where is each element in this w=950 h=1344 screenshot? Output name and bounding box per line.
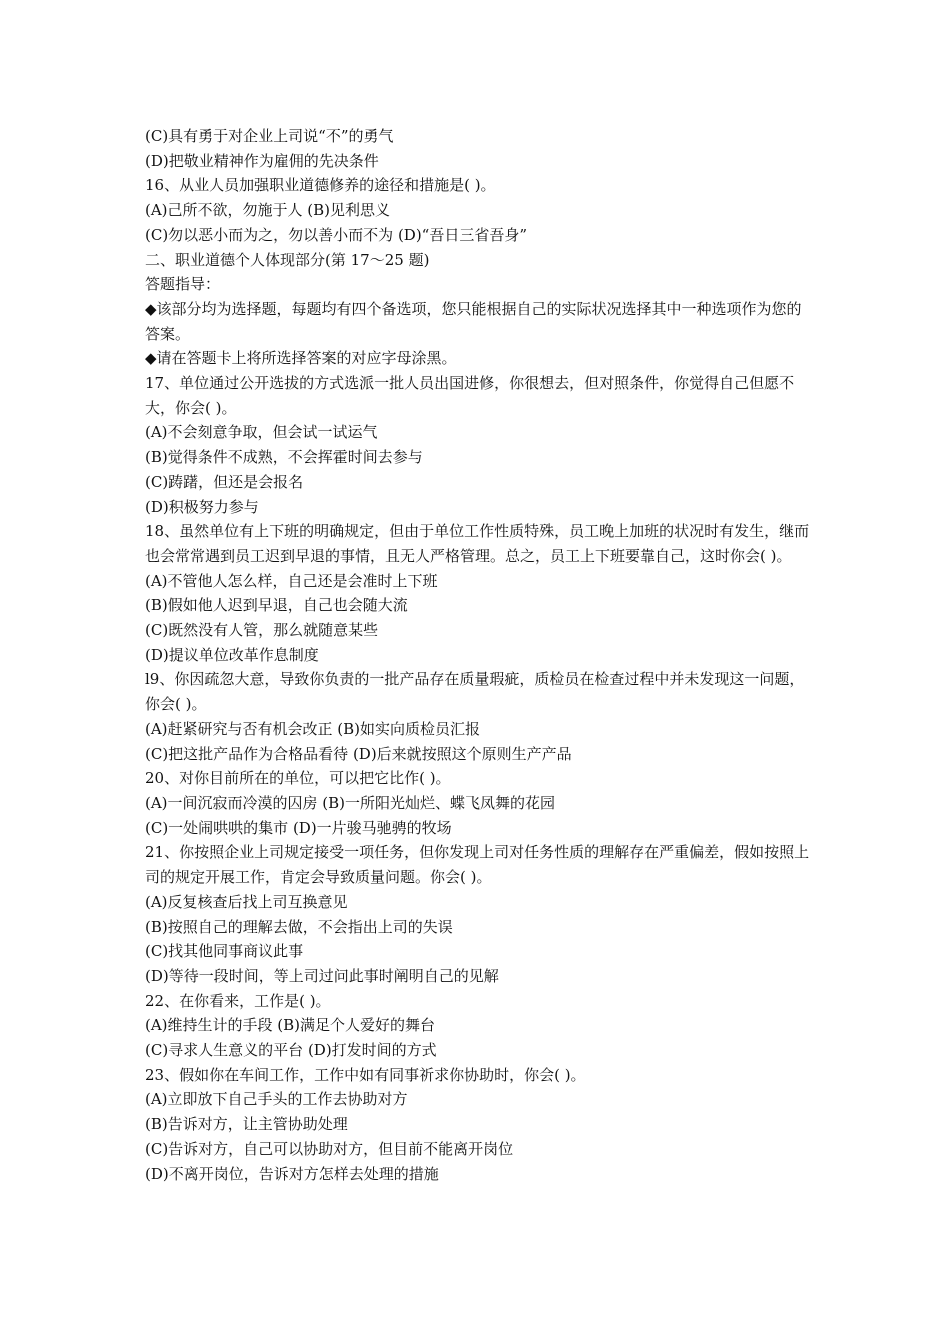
question-16: 16、从业人员加强职业道德修养的途径和措施是( )。 xyxy=(145,176,496,195)
question-17-option-d: (D)积极努力参与 xyxy=(145,497,259,516)
question-22: 22、在你看来，工作是( )。 xyxy=(145,991,331,1010)
question-17: 17、单位通过公开选拔的方式选派一批人员出国进修，你很想去，但对照条件，你觉得自己但愿不大，你会( )。 xyxy=(145,374,795,417)
instruction-item: ◆该部分均为选择题，每题均有四个备选项，您只能根据自己的实际状况选择其中一种选项作为您的答案。 xyxy=(145,299,802,343)
question-23-option-d: (D)不离开岗位，告诉对方怎样去处理的措施 xyxy=(145,1164,439,1183)
question-22-options-ab: (A)维持生计的手段 (B)满足个人爱好的舞台 xyxy=(145,1016,436,1035)
question-21-option-c: (C)找其他同事商议此事 xyxy=(145,942,304,961)
question-20-options-ab: (A)一间沉寂而冷漠的囚房 (B)一所阳光灿烂、蝶飞凤舞的花园 xyxy=(145,793,556,812)
question-21-option-d: (D)等待一段时间，等上司过问此事时阐明自己的见解 xyxy=(145,966,499,985)
question-17-option-b: (B)觉得条件不成熟，不会挥霍时间去参与 xyxy=(145,448,423,467)
question-21: 21、你按照企业上司规定接受一项任务，但你发现上司对任务性质的理解存在严重偏差，假如按照上司的规定开展工作，肯定会导致质量问题。你会( )。 xyxy=(145,843,810,887)
question-23-option-a: (A)立即放下自己手头的工作去协助对方 xyxy=(145,1090,408,1109)
question-17-option-a: (A)不会刻意争取，但会试一试运气 xyxy=(145,423,378,442)
option-c-line: (C)具有勇于对企业上司说“不”的勇气 xyxy=(145,127,394,145)
question-19-options-cd: (C)把这批产品作为合格品看待 (D)后来就按照这个原则生产产品 xyxy=(145,744,572,763)
option-d-line: (D)把敬业精神作为雇佣的先决条件 xyxy=(145,151,379,170)
question-23: 23、假如你在车间工作，工作中如有同事祈求你协助时，你会( )。 xyxy=(145,1065,586,1084)
question-23-option-b: (B)告诉对方，让主管协助处理 xyxy=(145,1115,348,1134)
instructions-heading: 答题指导： xyxy=(145,275,221,294)
document-page xyxy=(145,124,810,1186)
instruction-item: ◆请在答题卡上将所选择答案的对应字母涂黑。 xyxy=(145,349,457,368)
question-18-option-d: (D)提议单位改革作息制度 xyxy=(145,645,319,664)
question-18-option-b: (B)假如他人迟到早退，自己也会随大流 xyxy=(145,596,408,615)
question-18: 18、虽然单位有上下班的明确规定，但由于单位工作性质特殊，员工晚上加班的状况时有发生，继而也会常常遇到员工迟到早退的事情，且无人严格管理。总之，员工上下班要靠自己，这时你会( )。 xyxy=(145,522,810,565)
question-20: 20、对你目前所在的单位，可以把它比作( )。 xyxy=(145,769,451,788)
question-16-options-cd: (C)勿以恶小而为之，勿以善小而不为 (D)“吾日三省吾身” xyxy=(145,225,528,244)
question-20-options-cd: (C)一处闹哄哄的集市 (D)一片骏马驰骋的牧场 xyxy=(145,818,452,837)
question-17-option-c: (C)踌躇，但还是会报名 xyxy=(145,472,304,491)
question-18-option-a: (A)不管他人怎么样，自己还是会准时上下班 xyxy=(145,571,438,590)
question-19: l9、你因疏忽大意，导致你负责的一批产品存在质量瑕疵，质检员在检查过程中并未发现这一问题，你会( )。 xyxy=(145,670,805,714)
section-heading: 二、职业道德个人体现部分(第 17～25 题) xyxy=(145,250,430,269)
question-21-option-b: (B)按照自己的理解去做，不会指出上司的失误 xyxy=(145,917,453,936)
question-22-options-cd: (C)寻求人生意义的平台 (D)打发时间的方式 xyxy=(145,1041,437,1060)
question-19-options-ab: (A)赶紧研究与否有机会改正 (B)如实向质检员汇报 xyxy=(145,719,481,738)
question-21-option-a: (A)反复核查后找上司互换意见 xyxy=(145,892,348,911)
question-16-options-ab: (A)己所不欲，勿施于人 (B)见利思义 xyxy=(145,201,391,220)
question-18-option-c: (C)既然没有人管，那么就随意某些 xyxy=(145,621,379,640)
question-23-option-c: (C)告诉对方，自己可以协助对方，但目前不能离开岗位 xyxy=(145,1139,514,1158)
